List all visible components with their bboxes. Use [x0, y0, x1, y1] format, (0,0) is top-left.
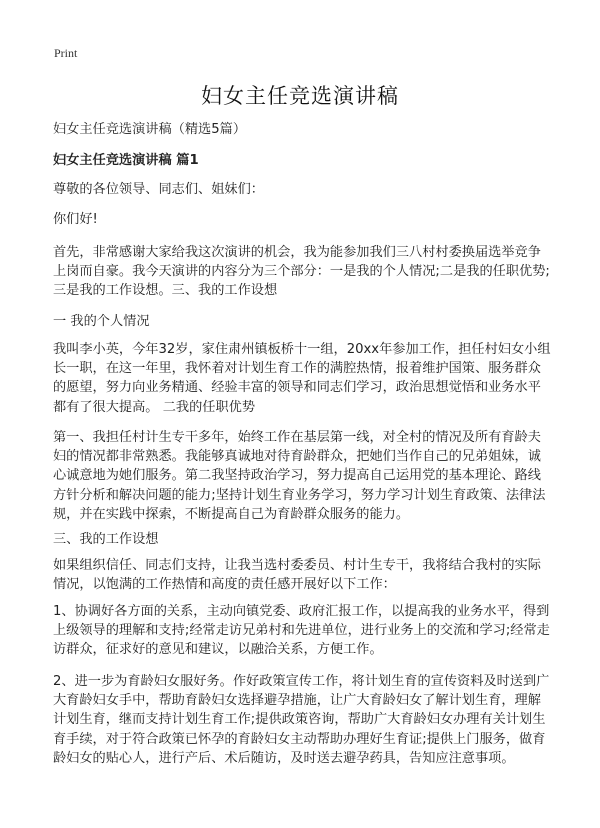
print-link[interactable]: Print	[54, 46, 78, 60]
document-subtitle: 妇女主任竞选演讲稿（精选5篇）	[53, 122, 247, 137]
paragraph-work-plan-intro: 如果组织信任、同志们支持，让我当选村委委员、村计生专干，我将结合我村的实际情况，以饱满的工作热情和高度的责任感开展好以下工作：	[53, 558, 541, 593]
heading-work-plan: 三、我的工作设想	[53, 532, 159, 547]
document-title: 妇女主任竞选演讲稿	[201, 84, 399, 108]
heading-personal-info: 一 我的个人情况	[53, 314, 150, 329]
paragraph-personal-info: 我叫李小英，今年32岁，家住肃州镇板桥十一组，20xx年参加工作，担任村妇女小组长一职，在这一年里，我怀着对计划生育工作的满腔热情，报着维护国策、服务群众的愿望，努力向业务精通、经验丰富的领导和同志们学习，政治思想觉悟和业务水平都有了很大提高。 二我的任职优势	[53, 342, 551, 415]
paragraph-advantages: 第一、我担任村计生专干多年，始终工作在基层第一线，对全村的情况及所有育龄夫妇的情况都非常熟悉。我能够真诚地对待育龄群众，把她们当作自己的兄弟姐妹，诚心诚意地为她们服务。第二我坚持政治学习，努力提高自己运用党的基本理论、路线方针分析和解决问题的能力;坚持计划生育业务学习，努力学习计划生育政策、法律法规，并在实践中探索，不断提高自己为育龄群众服务的能力。	[53, 430, 546, 522]
paragraph-intro: 首先，非常感谢大家给我这次演讲的机会，我为能参加我们三八村村委换届选举竞争上岗而自豪。我今天演讲的内容分为三个部分：一是我的个人情况;二是我的任职优势;三是我的工作设想。三、我的工作设想	[53, 245, 550, 299]
paragraph-greeting: 尊敬的各位领导、同志们、姐妹们：	[53, 182, 264, 197]
paragraph-item-2: 2、进一步为育龄妇女服好务。作好政策宣传工作，将计划生育的宣传资料及时送到广大育龄妇女手中，帮助育龄妇女选择避孕措施，让广大育龄妇女了解计划生育，理解计划生育，继而支持计划生育工作;提供政策咨询，帮助广大育龄妇女办理有关计划生育手续，对于符合政策已怀孕的育龄妇女主动帮助办理好生育证;提供上门服务，做育龄妇女的贴心人，进行产后、术后随访，及时送去避孕药具，告知应注意事项。	[53, 674, 550, 766]
paragraph-hello: 你们好!	[53, 212, 98, 227]
paragraph-item-1: 1、协调好各方面的关系，主动向镇党委、政府汇报工作，以提高我的业务水平，得到上级领导的理解和支持;经常走访兄弟村和先进单位，进行业务上的交流和学习;经常走访群众，征求好的意见和建议，以融洽关系，方便工作。	[53, 604, 550, 658]
section-heading: 妇女主任竞选演讲稿 篇1	[53, 153, 199, 168]
